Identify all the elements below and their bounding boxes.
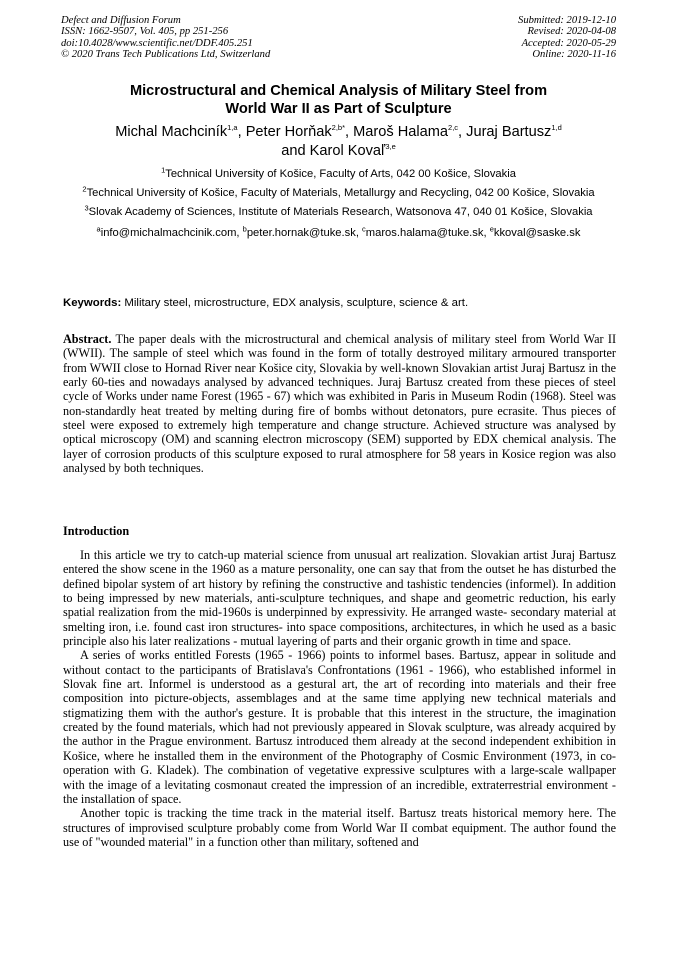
date-online: Online: 2020-11-16 — [532, 49, 616, 61]
author-name: Michal Machciník — [115, 124, 228, 140]
affiliation-text: Technical University of Košice, Faculty of Materials, Metallurgy and Recycling, 042 00 Košice, Slovakia — [86, 187, 595, 200]
introduction-body — [63, 548, 616, 849]
title-line-1: Microstructural and Chemical Analysis of Military Steel from — [129, 83, 548, 99]
body-paragraph: Another topic is tracking the time track in the material itself. Bartusz treats historical memory here. The structures of improvised sculpture probably come from World War II combat equipment. The author found the use of "wounded material" in a function other than military, softened and — [63, 806, 616, 849]
author-separator: , — [458, 124, 467, 140]
affiliation — [61, 205, 616, 219]
abstract — [63, 332, 616, 475]
email-marker: b — [242, 223, 247, 233]
email-link[interactable]: kkoval@saske.sk — [493, 226, 581, 239]
affiliations — [61, 167, 616, 245]
author-separator: , — [237, 124, 246, 140]
email-marker: c — [362, 223, 366, 233]
paper-title — [61, 82, 616, 118]
author-affil: 1,a — [227, 123, 238, 133]
keywords-text: Military steel, microstructure, EDX analysis, sculpture, science & art. — [121, 297, 469, 309]
affiliation-marker: 3 — [84, 203, 89, 213]
email-marker: a — [96, 223, 101, 233]
author-name: Peter Horňak — [245, 124, 332, 140]
abstract-text: The paper deals with the microstructural and chemical analysis of military steel from World War II (WWII). The sample of steel which was found in the form of totally destroyed military armoured transporter from WWII close to Hornad River near Košice city, Slovakia by well-known Slovakian artist Juraj Bartusz in the early 60-ties and nowadays analysed by advanced techniques. Juraj Bartusz created from these pieces of steel cycle of Works under name Forest (1965 - 67) which was exhibited in Paris in Museum Rodin (1968). Steel was non-standardly heat treated by melting during fire of bombs without detonators, pure ecrasite. Thus pieces of steel were exposed to extremely high temperature and change structure. Achieved structure was analysed by optical microscopy (OM) and scanning electron microscopy (SEM) supported by EDX chemical analysis. The layer of corrosion products of this sculpture exposed to rural atmosphere for 58 years in Kosice region was also analysed by both techniques. — [63, 332, 616, 476]
affiliation — [61, 167, 616, 181]
author-separator: , — [345, 124, 354, 140]
date-accepted: Accepted: 2020-05-29 — [521, 37, 616, 49]
affiliation-marker: 2 — [82, 184, 87, 194]
author-affil: 2,c — [448, 123, 459, 133]
author-conjunction: and — [281, 142, 310, 159]
abstract-label: Abstract. — [63, 332, 112, 346]
journal-name: Defect and Diffusion Forum — [61, 15, 181, 26]
affiliation — [61, 186, 616, 200]
keywords — [63, 296, 616, 310]
author-list — [61, 123, 616, 160]
date-submitted: Submitted: 2019-12-10 — [518, 15, 616, 26]
journal-doi: doi:10.4028/www.scientific.net/DDF.405.251 — [61, 37, 253, 49]
affiliation-text: Technical University of Košice, Faculty of Arts, 042 00 Košice, Slovakia — [165, 168, 516, 180]
section-heading-introduction: Introduction — [63, 524, 130, 538]
author-name: Juraj Bartusz — [466, 124, 552, 140]
dates-header — [518, 15, 616, 61]
email-link[interactable]: maros.halama@tuke.sk — [365, 226, 484, 239]
email-marker: e — [489, 223, 494, 233]
author-name: Karol Kovaľ — [309, 142, 386, 159]
keywords-label: Keywords: — [63, 297, 122, 309]
email-link[interactable]: info@michalmachcinik.com — [100, 226, 237, 239]
affiliation-text: Slovak Academy of Sciences, Institute of Materials Research, Watsonova 47, 040 01 Košice, Slovakia — [88, 206, 593, 219]
author-affil: 2,b* — [331, 123, 346, 133]
author-affil: 1,d — [551, 123, 562, 133]
author-line-1 — [61, 123, 616, 142]
journal-issn: ISSN: 1662-9507, Vol. 405, pp 251-256 — [61, 26, 229, 38]
email-list: $^a$info@michalmachcinik.com, $^b$peter.hornak@tuke.sk, $^c$maros.halama@tuke.sk, $^e$kkoval@saske.sk — [96, 223, 581, 239]
author-affil: 3,e — [385, 141, 396, 151]
email-link[interactable]: peter.hornak@tuke.sk — [246, 226, 356, 239]
author-name: Maroš Halama — [353, 124, 449, 140]
body-paragraph: In this article we try to catch-up material science from unusual art realization. Slovakian artist Juraj Bartusz entered the show scene in the 1960 as a mature personality, one can say that from the outset he has disturbed the defined bipolar system of art history by refining the constructive and tashistic tendencies (informel). In addition to being impressed by new materials, anti-sculpture techniques, and shape and geometric reduction, his early spatial realization from the mid-1960s is underpinned by expressivity. He arranged waste- secondary material at smelting iron, i.e. found cast iron structures- into space compositions, architectures, in which he used as a basic principle also his later realizations - mutual layering of parts and their organic growth in time and space. — [63, 548, 616, 649]
body-paragraph: A series of works entitled Forests (1965 - 1966) points to informel bases. Bartusz, appear in solitude and without contact to the participants of Bratislava's Confrontations (1961 - 1966), who established informel in Slovak fine art. Informel is understood as a gestural art, the art of recording into materials and their free composition into picture-objects, assemblages and at the same time applying new technical materials and stigmatizing them with the author's gesture. It is probable that this interest in the structure, the imagination created by the found materials, which had not previously appeared in Slovak sculpture, was already acquired by the author in the Prague environment. Bartusz introduced them already at the second independent exhibition in Košice, where he installed them in the environment of the Photography of Cosmic Environment (1973, in co-operation with G. Kladek). The combination of vegetative expressive sculptures with a large-scale wallpaper with the image of a levitating cosmonaut created the impression of an incredible, extraterrestrial environment - the installation of space. — [63, 648, 616, 806]
title-line-2: World War II as Part of Sculpture — [225, 101, 452, 117]
journal-copyright: © 2020 Trans Tech Publications Ltd, Switzerland — [61, 49, 271, 61]
journal-header — [61, 15, 270, 61]
date-revised: Revised: 2020-04-08 — [527, 26, 616, 38]
author-line-2 — [61, 142, 616, 161]
affiliation-marker: 1 — [161, 165, 166, 175]
